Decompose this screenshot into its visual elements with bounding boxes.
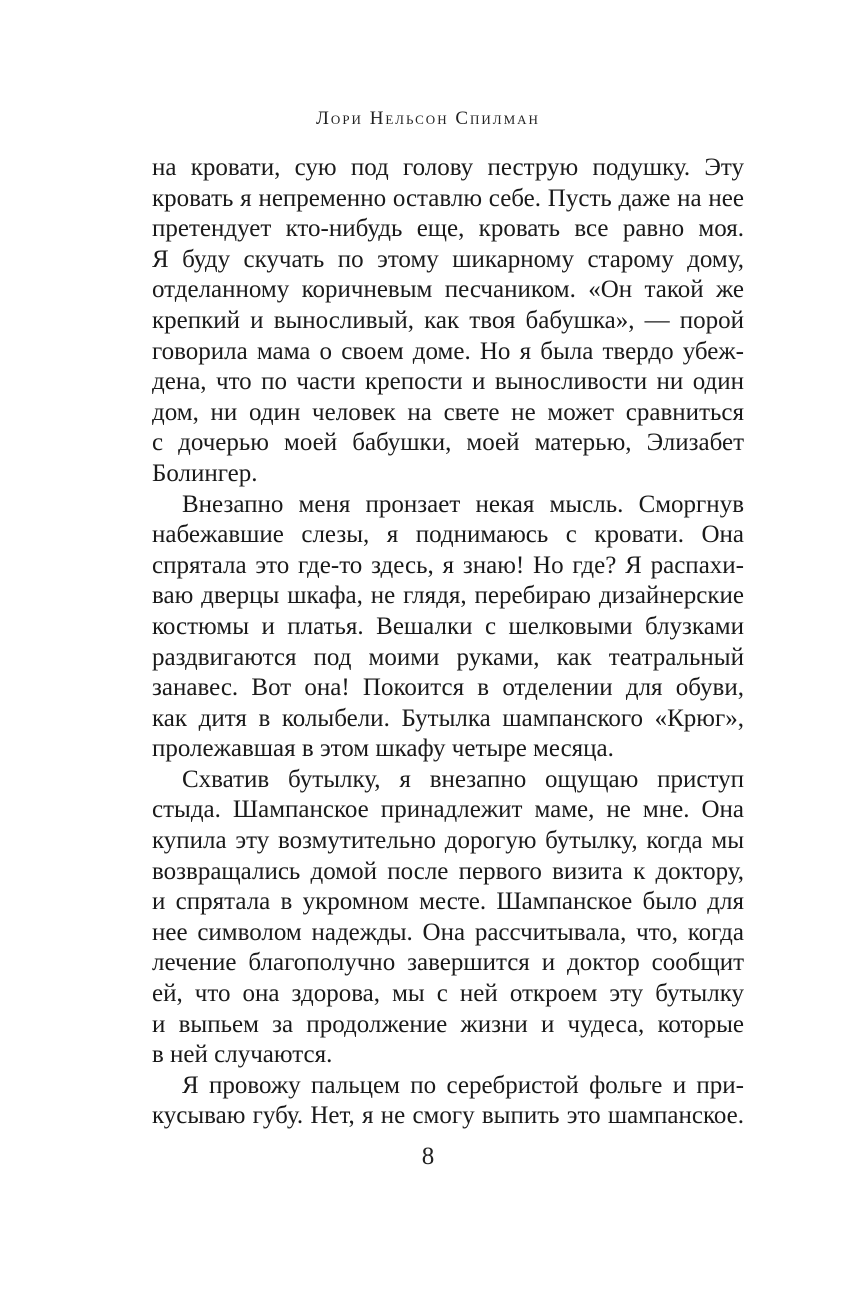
text-line: нее символом надежды. Она рассчитывала, что, когда <box>152 918 744 946</box>
text-line: на кровати, сую под голову пеструю подушку. Эту <box>152 154 744 181</box>
text-line: кровать я непременно оставлю себе. Пусть даже на нее <box>152 184 744 212</box>
text-line: и спрятала в укромном месте. Шампанское было для <box>152 888 744 916</box>
text-line: раздвигаются под моими руками, как театральный <box>152 643 744 671</box>
text-line: дена, что по части крепости и выносливости ни один <box>152 368 744 396</box>
text-line: спрятала это где-то здесь, я знаю! Но где? Я распахи- <box>152 551 744 579</box>
text-line: в ней случаются. <box>152 1041 333 1069</box>
text-line: с дочерью моей бабушки, моей матерью, Элизабет <box>152 429 744 457</box>
text-line: лечение благополучно завершится и доктор сообщит <box>152 949 744 977</box>
text-line: набежавшие слезы, я поднимаюсь с кровати. Она <box>152 521 744 549</box>
text-line: отделанному коричневым песчаником. «Он такой же <box>152 276 744 304</box>
text-line: как дитя в колыбели. Бутылка шампанского «Крюг», <box>152 704 744 732</box>
paragraph-first-line: Схватив бутылку, я внезапно ощущаю приступ <box>182 765 744 793</box>
text-line: говорила мама о своем доме. Но я была твердо убеж- <box>152 337 744 365</box>
text-line: претендует кто-нибудь еще, кровать все равно моя. <box>152 215 744 243</box>
text-line: и выпьем за продолжение жизни и чудеса, которые <box>152 1010 744 1038</box>
text-line: крепкий и выносливый, как твоя бабушка», — порой <box>152 306 744 334</box>
paragraph-first-line: Я провожу пальцем по серебристой фольге и при- <box>182 1071 744 1099</box>
text-line: занавес. Вот она! Покоится в отделении для обуви, <box>152 674 744 702</box>
text-line: стыда. Шампанское принадлежит маме, не мне. Она <box>152 796 744 824</box>
text-line: дом, ни один человек на свете не может сравниться <box>152 398 744 426</box>
text-line: кусываю губу. Нет, я не смогу выпить это шампанское. <box>152 1102 744 1130</box>
text-line: возвращались домой после первого визита к доктору, <box>152 857 744 885</box>
text-line: ваю дверцы шкафа, не глядя, перебираю дизайнерские <box>152 582 744 610</box>
text-line: костюмы и платья. Вешалки с шелковыми блузками <box>152 612 744 640</box>
paragraph-first-line: Внезапно меня пронзает некая мысль. Сморгнув <box>182 490 744 518</box>
page-number: 8 <box>421 1143 435 1170</box>
text-line: пролежавшая в этом шкафу четыре месяца. <box>152 735 614 763</box>
text-line: Болингер. <box>152 459 258 487</box>
text-line: Я буду скучать по этому шикарному старому дому, <box>152 245 744 273</box>
text-line: ей, что она здорова, мы с ней откроем эту бутылку <box>152 980 744 1008</box>
running-head-title: Лори Нельсон Спилман <box>316 108 540 129</box>
text-line: купила эту возмутительно дорогую бутылку, когда мы <box>152 827 744 855</box>
body-text <box>152 153 744 1132</box>
